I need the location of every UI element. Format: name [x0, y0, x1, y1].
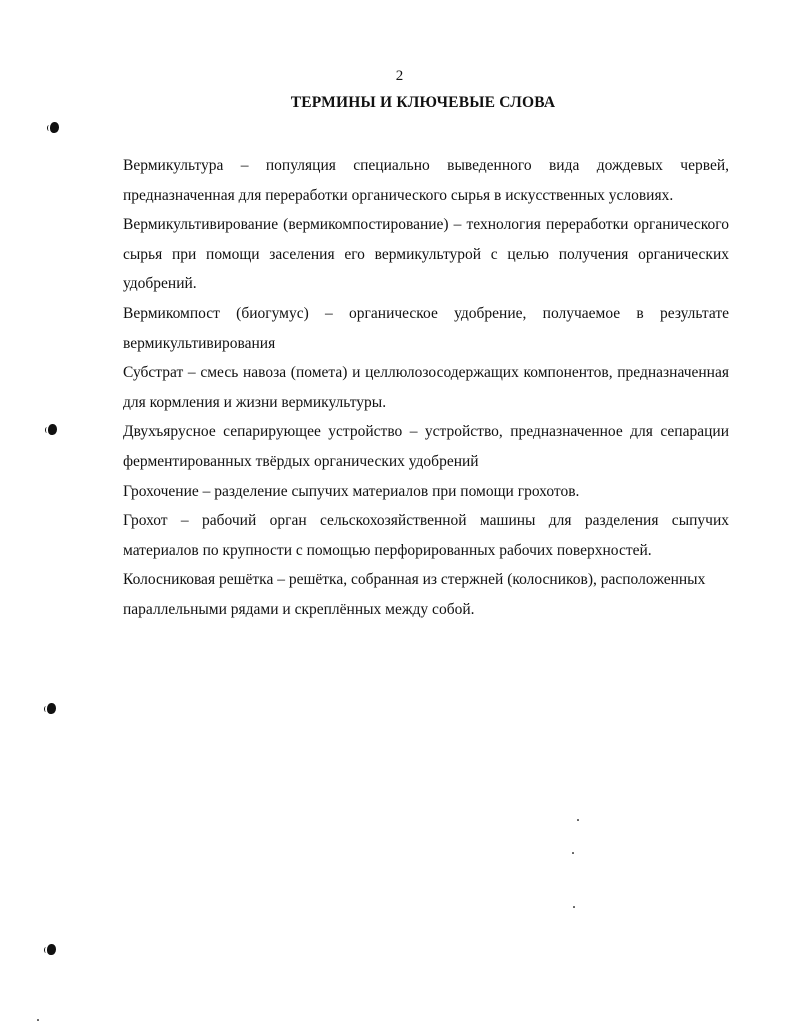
scan-speck — [572, 852, 574, 854]
scan-speck — [577, 819, 579, 821]
term-definition: Колосниковая решётка – решётка, собранная из стержней (колосников), расположенных параллельными рядами и скреплённых между собой. — [123, 571, 706, 618]
page-title: ТЕРМИНЫ И КЛЮЧЕВЫЕ СЛОВА — [290, 94, 556, 111]
binding-hole-mark — [48, 424, 57, 435]
term-definition: Вермикультура – популяция специально выведенного вида дождевых червей, предназначенная для переработки органического сырья в искусственных условиях. — [123, 157, 729, 204]
term-definition: Грохот – рабочий орган сельскохозяйственной машины для разделения сыпучих материалов по крупности с помощью перфорированных рабочих поверхностей. — [123, 512, 729, 559]
term-definition: Грохочение – разделение сыпучих материалов при помощи грохотов. — [123, 482, 580, 500]
binding-hole-mark — [47, 944, 56, 955]
scan-speck — [37, 1019, 39, 1021]
term-definition: Вермикультивирование (вермикомпостирование) – технология переработки органического сырья при помощи заселения его вермикультурой с целью получения органических удобрений. — [123, 216, 729, 293]
binding-hole-mark — [47, 703, 56, 714]
scan-speck — [573, 906, 575, 908]
term-definition: Двухъярусное сепарирующее устройство – устройство, предназначенное для сепарации ферментированных твёрдых органических удобрений — [123, 423, 729, 470]
binding-hole-mark — [50, 122, 59, 133]
term-definition: Субстрат – смесь навоза (помета) и целлюлозосодержащих компонентов, предназначенная для кормления и жизни вермикультуры. — [123, 364, 729, 411]
page-number: 2 — [395, 68, 404, 84]
term-definition: Вермикомпост (биогумус) – органическое удобрение, получаемое в результате вермикультивирования — [123, 304, 729, 352]
terms-list — [123, 151, 729, 625]
